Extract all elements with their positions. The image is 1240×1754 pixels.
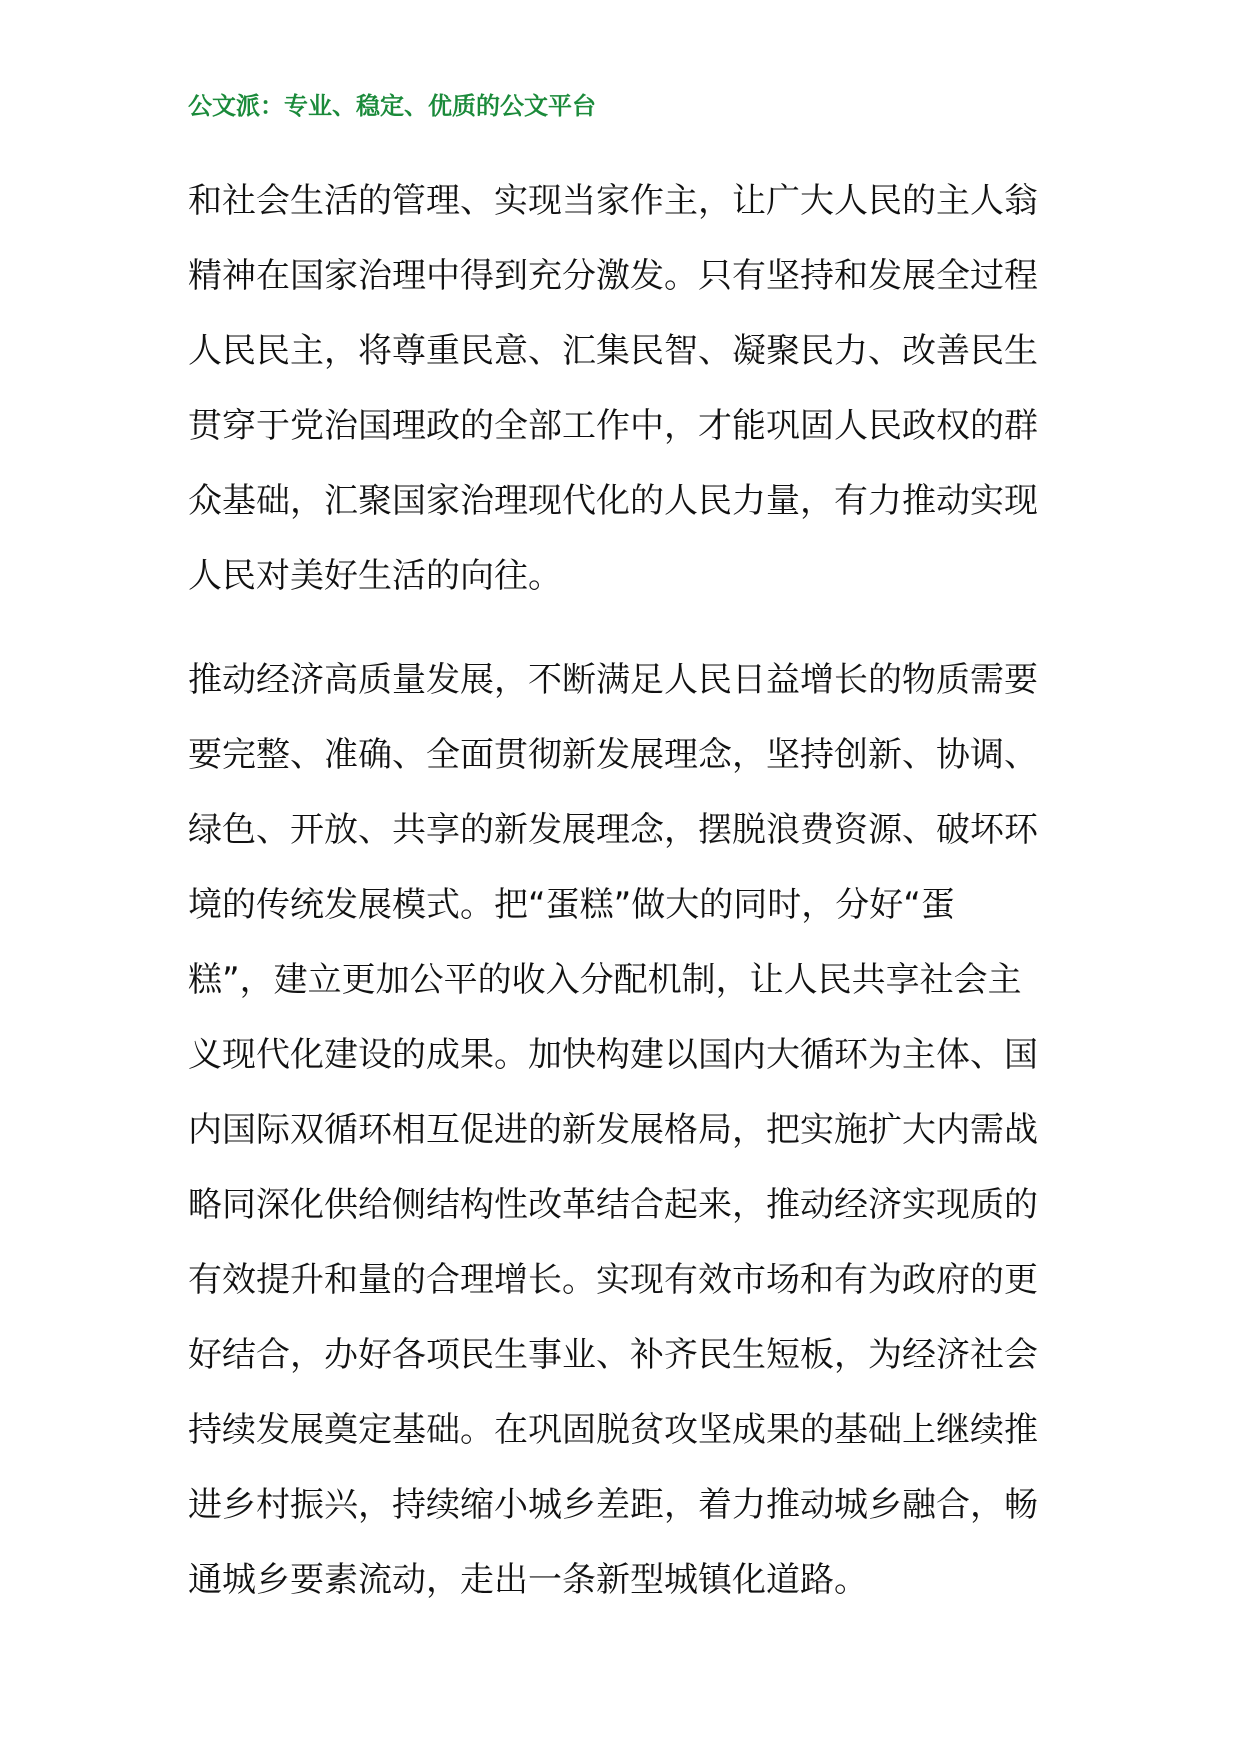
text-line: 绿色、开放、共享的新发展理念，摆脱浪费资源、破坏环: [188, 810, 1038, 850]
text-line: 贯穿于党治国理政的全部工作中，才能巩固人民政权的群: [188, 406, 1038, 446]
text-line: 义现代化建设的成果。加快构建以国内大循环为主体、国: [188, 1035, 1038, 1075]
paragraph-1: [188, 164, 1058, 614]
text-line: 推动经济高质量发展，不断满足人民日益增长的物质需要: [188, 660, 1038, 700]
text-line: 精神在国家治理中得到充分激发。只有坚持和发展全过程: [188, 256, 1038, 296]
text-line: 持续发展奠定基础。在巩固脱贫攻坚成果的基础上继续推: [188, 1410, 1038, 1450]
document-body: [188, 164, 1058, 1618]
text-line: 人民民主，将尊重民意、汇集民智、凝聚民力、改善民生: [188, 331, 1038, 371]
site-slogan-header: 公文派：专业、稳定、优质的公文平台: [188, 92, 596, 120]
text-line: 略同深化供给侧结构性改革结合起来，推动经济实现质的: [188, 1185, 1038, 1225]
text-line: 内国际双循环相互促进的新发展格局，把实施扩大内需战: [188, 1110, 1038, 1150]
text-line: 要完整、准确、全面贯彻新发展理念，坚持创新、协调、: [188, 735, 1038, 775]
text-line: 糕”，建立更加公平的收入分配机制，让人民共享社会主: [188, 960, 1022, 1000]
paragraph-2: [188, 643, 1058, 1618]
text-line: 进乡村振兴，持续缩小城乡差距，着力推动城乡融合，畅: [188, 1485, 1038, 1525]
text-line: 人民对美好生活的向往。: [188, 556, 562, 596]
text-line: 和社会生活的管理、实现当家作主，让广大人民的主人翁: [188, 181, 1038, 221]
text-line: 众基础，汇聚国家治理现代化的人民力量，有力推动实现: [188, 481, 1038, 521]
text-line: 通城乡要素流动，走出一条新型城镇化道路。: [188, 1560, 868, 1600]
text-line: 好结合，办好各项民生事业、补齐民生短板，为经济社会: [188, 1335, 1038, 1375]
text-line: 有效提升和量的合理增长。实现有效市场和有为政府的更: [188, 1260, 1038, 1300]
text-line: 境的传统发展模式。把“蛋糕”做大的同时，分好“蛋: [188, 885, 955, 925]
